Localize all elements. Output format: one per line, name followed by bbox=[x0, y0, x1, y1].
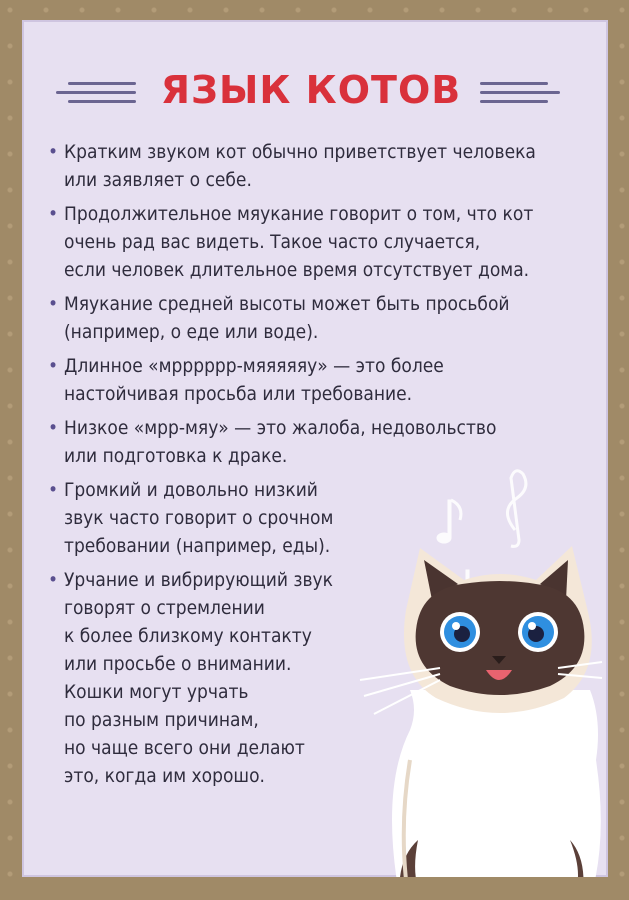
list-item-line: Длинное «мрррррр-мяяяяяу» — это более bbox=[64, 355, 444, 377]
list-item-line: Мяукание средней высоты может быть просьбой bbox=[64, 293, 510, 315]
list-item-line: если человек длительное время отсутствует дома. bbox=[64, 259, 530, 281]
list-item-line: Низкое «мрр-мяу» — это жалоба, недовольство bbox=[64, 417, 497, 439]
list-item-line: но чаще всего они делают bbox=[64, 737, 305, 759]
list-item bbox=[44, 138, 590, 194]
info-card bbox=[22, 20, 608, 877]
bullet-icon: • bbox=[48, 141, 59, 163]
list-item-line: (например, о еде или воде). bbox=[64, 321, 319, 343]
bullet-icon: • bbox=[48, 203, 59, 225]
list-item bbox=[44, 200, 590, 284]
list-item-line: говорят о стремлении bbox=[64, 597, 265, 619]
title-row bbox=[22, 68, 608, 124]
list-item-line: или заявляет о себе. bbox=[64, 169, 252, 191]
list-item bbox=[44, 290, 590, 346]
list-item-line: настойчивая просьба или требование. bbox=[64, 383, 413, 405]
list-item bbox=[44, 352, 590, 408]
title-decoration-right bbox=[480, 82, 560, 104]
list-item-line: или подготовка к драке. bbox=[64, 445, 288, 467]
list-item-line: это, когда им хорошо. bbox=[64, 765, 265, 787]
list-item-line: по разным причинам, bbox=[64, 709, 259, 731]
bullet-icon: • bbox=[48, 355, 59, 377]
list-item-line: или просьбе о внимании. bbox=[64, 653, 292, 675]
siamese-cat-icon bbox=[340, 460, 608, 877]
list-item-line: Продолжительное мяукание говорит о том, что кот bbox=[64, 203, 534, 225]
list-item-line: Урчание и вибрирующий звук bbox=[64, 569, 333, 591]
bullet-icon: • bbox=[48, 569, 59, 591]
list-item-line: Кратким звуком кот обычно приветствует человека bbox=[64, 141, 536, 163]
bullet-icon: • bbox=[48, 417, 59, 439]
list-item-line: Кошки могут урчать bbox=[64, 681, 249, 703]
list-item-line: Громкий и довольно низкий bbox=[64, 479, 318, 501]
list-item-line: звук часто говорит о срочном bbox=[64, 507, 334, 529]
list-item-line: требовании (например, еды). bbox=[64, 535, 331, 557]
bullet-icon: • bbox=[48, 293, 59, 315]
bullet-icon: • bbox=[48, 479, 59, 501]
page-title: ЯЗЫК КОТОВ bbox=[160, 68, 462, 112]
title-decoration-left bbox=[56, 82, 136, 104]
list-item-line: к более близкому контакту bbox=[64, 625, 312, 647]
list-item-line: очень рад вас видеть. Такое часто случается, bbox=[64, 231, 481, 253]
